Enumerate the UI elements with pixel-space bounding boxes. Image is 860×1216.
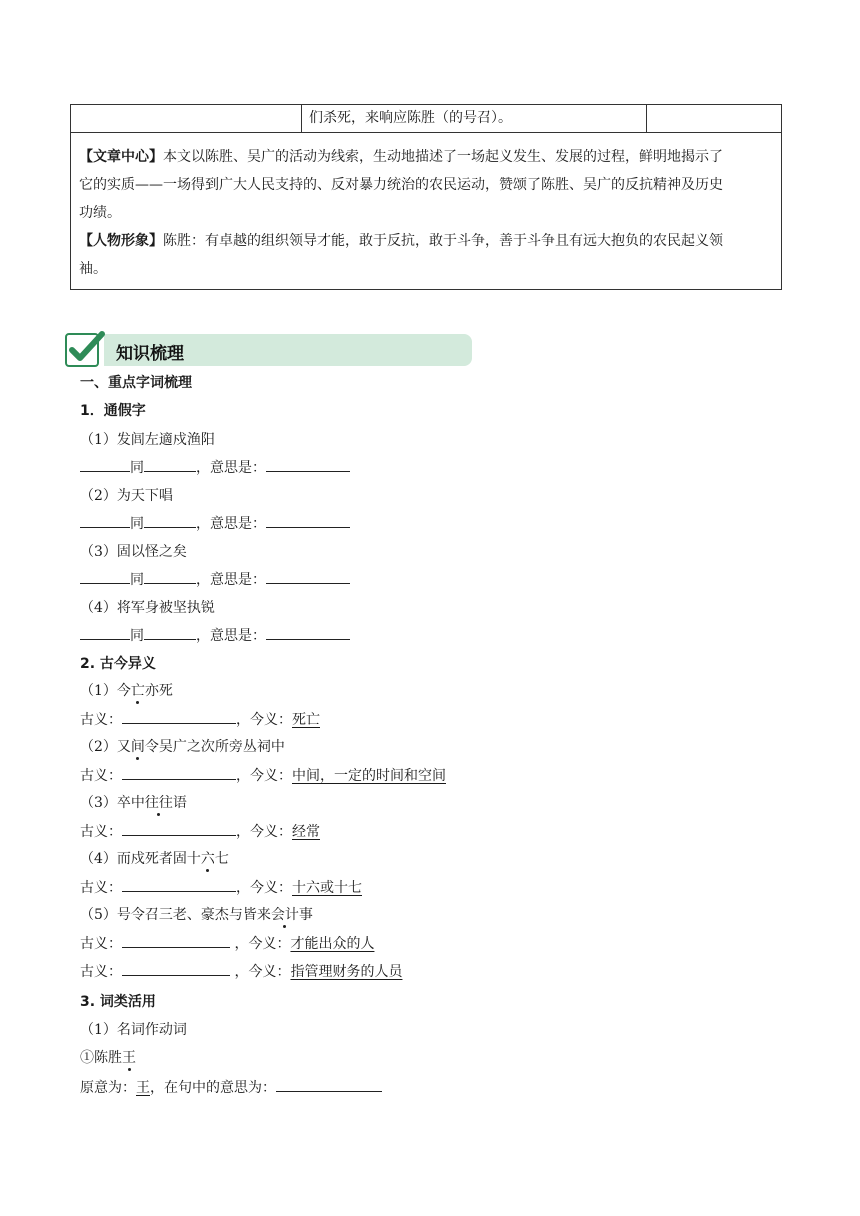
tongjiazi-item-4: （4）将军身被坚执锐	[80, 600, 215, 616]
character-text-1: 陈胜：有卓越的组织领导才能，敢于反抗，敢于斗争，善于斗争且有远大抱负的农民起义领	[163, 233, 723, 249]
summary-cell	[70, 132, 782, 290]
tongjiazi-answer-3: 同 ，意思是：	[80, 569, 350, 589]
blank-field[interactable]	[122, 961, 230, 976]
blank-field[interactable]	[276, 1077, 382, 1092]
center-text-3: 功绩。	[79, 205, 121, 221]
center-text-1: 本文以陈胜、吴广的活动为线索，生动地描述了一场起义发生、发展的过程，鲜明地揭示了	[163, 149, 723, 165]
blank-field[interactable]	[80, 625, 130, 640]
check-icon	[65, 330, 105, 368]
blank-field[interactable]	[266, 625, 350, 640]
gujin-item-1: （1）今亡亦死	[80, 683, 173, 699]
heading-gujin: 2. 古今异义	[80, 656, 156, 672]
tongjiazi-answer-4: 同 ，意思是：	[80, 625, 350, 645]
blank-field[interactable]	[80, 457, 130, 472]
blank-field[interactable]	[144, 457, 196, 472]
blank-field[interactable]	[144, 569, 196, 584]
character-label: 【人物形象】	[79, 233, 163, 249]
tongjiazi-item-2: （2）为天下唱	[80, 488, 173, 504]
cilei-answer-1: 原意为：王，在句中的意思为：	[80, 1077, 382, 1097]
heading-tongjiazi: 1．通假字	[80, 403, 146, 419]
gujin-answer-4: 古义： ，今义：十六或十七	[80, 877, 362, 897]
blank-field[interactable]	[266, 457, 350, 472]
blank-field[interactable]	[122, 821, 236, 836]
gujin-answer-5: 古义： ，今义：才能出众的人	[80, 933, 374, 953]
gujin-answer-6: 古义： ，今义：指管理财务的人员	[80, 961, 402, 981]
blank-field[interactable]	[122, 933, 230, 948]
tongjiazi-item-3: （3）固以怪之矣	[80, 544, 187, 560]
blank-field[interactable]	[122, 765, 236, 780]
table-cell-translation: 们杀死，来响应陈胜（的号召）。	[301, 105, 647, 132]
heading-key-words: 一、重点字词梳理	[80, 375, 192, 391]
center-label: 【文章中心】	[79, 149, 163, 165]
character-text-2: 袖。	[79, 261, 107, 277]
cilei-sub-1: （1）名词作动词	[80, 1022, 187, 1038]
blank-field[interactable]	[80, 513, 130, 528]
section-title: 知识梳理	[116, 344, 184, 364]
blank-field[interactable]	[122, 877, 236, 892]
tongjiazi-item-1: （1）发闾左適戍渔阳	[80, 432, 215, 448]
cilei-example-1: ①陈胜王	[80, 1050, 136, 1066]
center-text-2: 它的实质——一场得到广大人民支持的、反对暴力统治的农民运动，赞颂了陈胜、吴广的反抗精神及历史	[79, 177, 723, 193]
tongjiazi-answer-1: 同 ，意思是：	[80, 457, 350, 477]
gujin-item-2: （2）又间令吴广之次所旁丛祠中	[80, 739, 285, 755]
blank-field[interactable]	[80, 569, 130, 584]
gujin-item-4: （4）而戍死者固十六七	[80, 851, 229, 867]
blank-field[interactable]	[144, 513, 196, 528]
blank-field[interactable]	[266, 513, 350, 528]
gujin-item-5: （5）号令召三老、豪杰与皆来会计事	[80, 907, 313, 923]
gujin-answer-1: 古义： ，今义：死亡	[80, 709, 333, 729]
blank-field[interactable]	[122, 709, 236, 724]
blank-field[interactable]	[144, 625, 196, 640]
tongjiazi-answer-2: 同 ，意思是：	[80, 513, 350, 533]
table-row-continuation	[70, 104, 782, 133]
table-cell-empty	[71, 105, 302, 132]
gujin-item-3: （3）卒中往往语	[80, 795, 187, 811]
heading-cilei: 3. 词类活用	[80, 994, 156, 1010]
gujin-answer-2: 古义： ，今义：中间，一定的时间和空间	[80, 765, 446, 785]
blank-field[interactable]	[266, 569, 350, 584]
gujin-answer-3: 古义： ，今义：经常	[80, 821, 320, 841]
